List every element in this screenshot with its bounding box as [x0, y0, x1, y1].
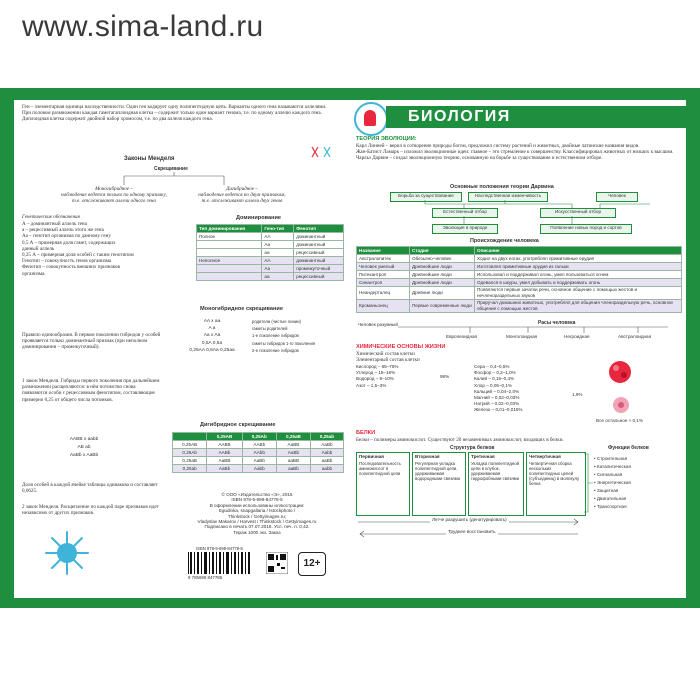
dom-cell: аа: [262, 273, 294, 281]
dom-cell: Полное: [197, 233, 262, 241]
chem-minor-total: 1,9%: [572, 392, 583, 397]
structure-text: Четвертичная сборка нескольких полипептидных цепей (субъединиц) в молекулу белка: [529, 461, 580, 486]
di-title: Дигибридное скрещивание: [200, 422, 276, 428]
darwin-box: Человек: [596, 192, 638, 202]
origin-cell: Одевался в шкуры, умел добывать и поддерживать огонь: [475, 279, 682, 287]
structure-card: [356, 452, 410, 516]
func-title: Функции белков: [608, 445, 649, 451]
protein-function: • Транспортная: [594, 504, 627, 509]
evo-text: Карл Линней – верил в сотворение природы богом, предложил систему растений и животных, двойные латинские названия видов. Жан-Батист Ламарк – изложил эволюционные идеи: главное – это стремление к совершенству. Классифицировал животных от низших к высшим. Чарльз Дарвин – создал эволюционную теорию, основанную на борьбе за существование и естественном отборе.: [356, 143, 674, 162]
di-cell: ААВb: [242, 441, 276, 449]
di-cell: 0,25аВ: [173, 457, 207, 465]
darwin-box: Борьба за существование: [390, 192, 462, 202]
darwin-title: Основные положения теории Дарвина: [450, 184, 554, 190]
structure-text: Укладка полипептидной цепи в клубок, удерживаемая гидрофобными связями: [471, 461, 520, 481]
isbn-small: ISBN 978-5-699-84778-5: [196, 546, 243, 551]
prot-text: Белки – полимеры аминокислот. Существуют 20 незаменимых аминокислот, входящих в белки.: [356, 437, 564, 443]
struct-title: Структура белков: [450, 445, 495, 451]
dihybrid-table: [172, 432, 344, 473]
function-label: Двигательная: [596, 496, 627, 501]
di-cell: ааВb: [310, 457, 343, 465]
darwin-box: Эволюция в природе: [432, 224, 498, 234]
dom-cell: доминантный: [294, 233, 344, 241]
dom-cell: [197, 265, 262, 273]
cell-red-icon: [606, 358, 634, 386]
origin-cell: Питекантроп: [357, 271, 410, 279]
arrow-easy: Легче разрушить (денатурировать): [432, 517, 507, 522]
di-cell: АаВb: [207, 465, 242, 473]
law-second: 2 закон Менделя. Расщепление по каждой паре признаков идет независимо от других признаков.: [22, 504, 159, 517]
page-title-text: БИОЛОГИЯ: [408, 108, 511, 125]
dom-cell: АА: [262, 257, 294, 265]
origin-cell: Использовал и поддерживал огонь, умел пользоваться огнем: [475, 271, 682, 279]
origin-header: Стадия: [410, 247, 475, 255]
di-cell: АаВb: [242, 457, 276, 465]
age-rating: 12+: [303, 558, 321, 569]
di-cell: АаВb: [276, 449, 310, 457]
origin-cell: Древнейшие люди: [410, 271, 475, 279]
origin-table: [356, 246, 682, 313]
dom-cell: АА: [262, 233, 294, 241]
genetic-notation: А – доминантный аллель гена а – рецессивный аллель этого же гена Аа – генотип организма по данному гену 0,5 А – примерная доля гамет, содержащих данный аллель 0,25 А – примерная доля особей с таким генотипом Генотип – совокупность генов организма Фенотип – совокупность внешних признаков организма.: [22, 221, 134, 277]
function-label: Каталитическая: [596, 464, 631, 469]
dom-cell: промежуточный: [294, 265, 344, 273]
darwin-box: Естественный отбор: [432, 208, 498, 218]
di-note: Дигибридное – наблюдение ведется по двум признакам, т.е. отслеживают аллели двух генов: [198, 186, 286, 205]
di-header: 0,25аb: [310, 433, 343, 441]
chem-sub2: Элементарный состав клетки: [356, 357, 420, 363]
protein-function: • Энергетическая: [594, 480, 631, 485]
dom-cell: [197, 273, 262, 281]
law-first: 1 закон Менделя. Гибриды первого поколения при дальнейшем размножении расщепляются: в нём потомство снова появляются особи с рецессивным фенотипом, составляющие примерно 0,25 от общего числа потомков.: [22, 378, 160, 403]
race: Европеоидная: [446, 334, 478, 339]
di-scheme: AABB x aabb AB ab AaBb x AaBb: [69, 437, 99, 458]
mono-legend: родители (чистые линии) гаметы родителей 1-е поколение гибридов гаметы гибридов 1-го поколения 2-е поколение гибридов: [252, 319, 316, 353]
chem-major: Кислород – 65–75% Углерод – 15–18% Водород – 8–10% Азот – 1,5–3%: [356, 364, 399, 388]
origin-cell: Синантроп: [357, 279, 410, 287]
intro-text: Ген – элементарная единица наследственности. Один ген кодирует одну полипептидную цепь. Варианты одного гена называются аллелями. При половом размножении каждая гаметагаплоидная клетка – содержит только один вариант генома, т.е. по одному аллелю каждого гена. Диплоидная клетка содержит двойной набор хромосом, т.е. по два аллеля каждого гена.: [22, 104, 327, 123]
chem-sub1: Химический состав клетки: [356, 351, 415, 357]
origin-cell: Древние люди: [410, 287, 475, 300]
function-label: Защитная: [596, 488, 619, 493]
structure-name: Вторичная: [415, 454, 440, 459]
cross-title: Скрещивание: [154, 166, 188, 172]
protein-function: • Сигнальная: [594, 472, 623, 477]
origin-cell: Человек умелый: [357, 263, 410, 271]
chem-minor: Сера – 0,4–0,5% Фосфор – 0,2–1,0% Калий – 0,15–0,4% Хлор – 0,05–0,1% Кальций – 0,04–2,0% Магний – 0,02–0,03% Натрий – 0,02–0,03% Железо – 0,01–0,015%: [474, 364, 523, 413]
function-label: Строительная: [596, 456, 628, 461]
darwin-box: Появление новых пород и сортов: [540, 224, 632, 234]
virus-icon: [42, 528, 92, 578]
structure-card: [412, 452, 466, 516]
dom-title: Доминирование: [236, 215, 282, 221]
dom-header: Тип доминирования: [197, 225, 262, 233]
mendel-title: Законы Менделя: [124, 156, 175, 162]
darwin-box: Искусственный отбор: [540, 208, 616, 218]
dom-cell: Неполное: [197, 257, 262, 265]
function-label: Сигнальная: [596, 472, 623, 477]
di-cell: ААВb: [207, 449, 242, 457]
dom-cell: аа: [262, 249, 294, 257]
races-title: Расы человека: [538, 320, 576, 326]
di-header: [173, 433, 207, 441]
structure-text: Регулярная укладка полипептидной цепи, удерживаемая водородными связями: [415, 461, 460, 481]
genetic-title: Генетические обозначения: [22, 214, 80, 220]
chem-major-total: 98%: [440, 374, 450, 379]
di-cell: 0,25аb: [173, 465, 207, 473]
mono-note: Моногибридное – наблюдение ведется только по одному признаку, т.е. отслеживают аллели одного гена: [61, 186, 167, 205]
di-cell: АаВВ: [207, 457, 242, 465]
dom-cell: доминантный: [294, 241, 344, 249]
age-badge: [298, 552, 326, 576]
darwin-box: Наследственная изменчивость: [468, 192, 548, 202]
chem-rest: Все остальное ≈ 0,1%: [596, 418, 643, 423]
dom-cell: рецессивный: [294, 249, 344, 257]
protein-function: • Строительная: [594, 456, 628, 461]
origin-cell: Ходил на двух ногах, употреблял примитивные орудия: [475, 255, 682, 263]
di-header: 0,25Аb: [242, 433, 276, 441]
structure-name: Третичная: [471, 454, 495, 459]
di-cell: ааВВ: [276, 457, 310, 465]
dom-header: Гено-тип: [262, 225, 294, 233]
structure-text: Последовательность аминокислот в полипептидной цепи: [359, 461, 401, 476]
arrow-hard: Труднее восстановить: [448, 529, 496, 534]
protein-function: • Защитная: [594, 488, 619, 493]
cell-pink-icon: [612, 396, 630, 414]
di-cell: АаВВ: [276, 441, 310, 449]
dom-cell: Аа: [262, 265, 294, 273]
publisher-logo-icon: [354, 102, 388, 136]
imprint: © ООО «Издательство «Э», 2016 ISBN 978-5-699-84778-5 В оформлении использованы иллюстрации: Egudinka, snapgallaria / Istockphoto / Thinkstock / Gettyimages.ru; Vladyslav Makarov / Harvest / Thinkstock / Gettyimages.ru Подписано в печать 07.07.2016. Усл. печ. л. 0,42. Тираж 1000 экз. Заказ: [197, 492, 317, 535]
functions-brace-icon: [584, 452, 594, 514]
dom-cell: Аа: [262, 241, 294, 249]
origin-header: Название: [357, 247, 410, 255]
function-label: Энергетическая: [596, 480, 631, 485]
cross-branches-icon: [104, 172, 244, 186]
protein-function: • Каталитическая: [594, 464, 631, 469]
di-cell: АаВb: [310, 441, 343, 449]
origin-cell: Первые современные люди: [410, 300, 475, 313]
law-share: Доля особей в каждой ячейке таблицы одинакова и составляет 0,0625.: [22, 482, 158, 495]
mono-genes: AA x aa A a Aa x Aa 0,5A 0,5a 0,25AA 0,5Aa 0,25aa: [189, 319, 235, 353]
race: Негроидная: [564, 334, 590, 339]
origin-cell: Древнейшие люди: [410, 279, 475, 287]
dom-header: Фенотип: [294, 225, 344, 233]
barcode-digits: 9 785699 847785: [188, 575, 223, 580]
di-header: 0,25аВ: [276, 433, 310, 441]
origin-header: Описание: [475, 247, 682, 255]
dna-icon: [310, 146, 334, 158]
dom-cell: доминантный: [294, 257, 344, 265]
origin-cell: Неандерталец: [357, 287, 410, 300]
structure-name: Первичная: [359, 454, 384, 459]
function-label: Транспортная: [596, 504, 627, 509]
structure-name: Четвертичная: [529, 454, 561, 459]
di-cell: ААbb: [242, 449, 276, 457]
page-title: [386, 106, 686, 128]
di-cell: Ааbb: [310, 449, 343, 457]
left-page: [14, 100, 350, 598]
origin-cell: Австралопитек: [357, 255, 410, 263]
qr-code-icon: [266, 552, 288, 574]
evo-title: ТЕОРИЯ ЭВОЛЮЦИИ:: [356, 136, 417, 142]
di-cell: Ааbb: [242, 465, 276, 473]
origin-cell: Появляются первые зачатки речи, основное общение с помощью жестов и нечленораздельных звуков: [475, 287, 682, 300]
di-cell: ааВb: [276, 465, 310, 473]
law-uniformity: Правило единообразия. В первом поколении гибридов у особей проявляется только доминантный признак (при неполном доминировании – промежуточный).: [22, 332, 161, 351]
race: Австралоидная: [618, 334, 652, 339]
origin-cell: Изготовлял примитивные орудия из гальки: [475, 263, 682, 271]
dom-cell: [197, 241, 262, 249]
right-page: [350, 100, 686, 598]
origin-cell: Приручал домашних животных, употреблял для общения членораздельную речь, основное общение с помощью жестов: [475, 300, 682, 313]
darwin-arrows-icon: [410, 200, 650, 226]
dom-cell: [197, 249, 262, 257]
dominance-table: [196, 224, 344, 281]
di-cell: ААВВ: [207, 441, 242, 449]
structure-card: [526, 452, 586, 516]
origin-title: Происхождение человека: [470, 238, 539, 244]
di-cell: 0,25Аb: [173, 449, 207, 457]
di-cell: ааbb: [310, 465, 343, 473]
di-cell: 0,25АВ: [173, 441, 207, 449]
races-root: Человек разумный: [358, 322, 398, 327]
chem-title: ХИМИЧЕСКИЕ ОСНОВЫ ЖИЗНИ: [356, 344, 446, 350]
origin-cell: Древнейшие люди: [410, 263, 475, 271]
watermark: www.sima-land.ru: [22, 10, 264, 43]
origin-cell: Обезьяно-человек: [410, 255, 475, 263]
races-arrow-icon: [398, 324, 678, 334]
race: Монголоидная: [506, 334, 538, 339]
origin-cell: Кроманьонец: [357, 300, 410, 313]
prot-title: БЕЛКИ: [356, 430, 376, 436]
mono-title: Моногибридное скрещивание: [200, 306, 283, 312]
protein-function: • Двигательная: [594, 496, 627, 501]
di-header: 0,25АВ: [207, 433, 242, 441]
structure-card: [468, 452, 524, 516]
dom-cell: рецессивный: [294, 273, 344, 281]
